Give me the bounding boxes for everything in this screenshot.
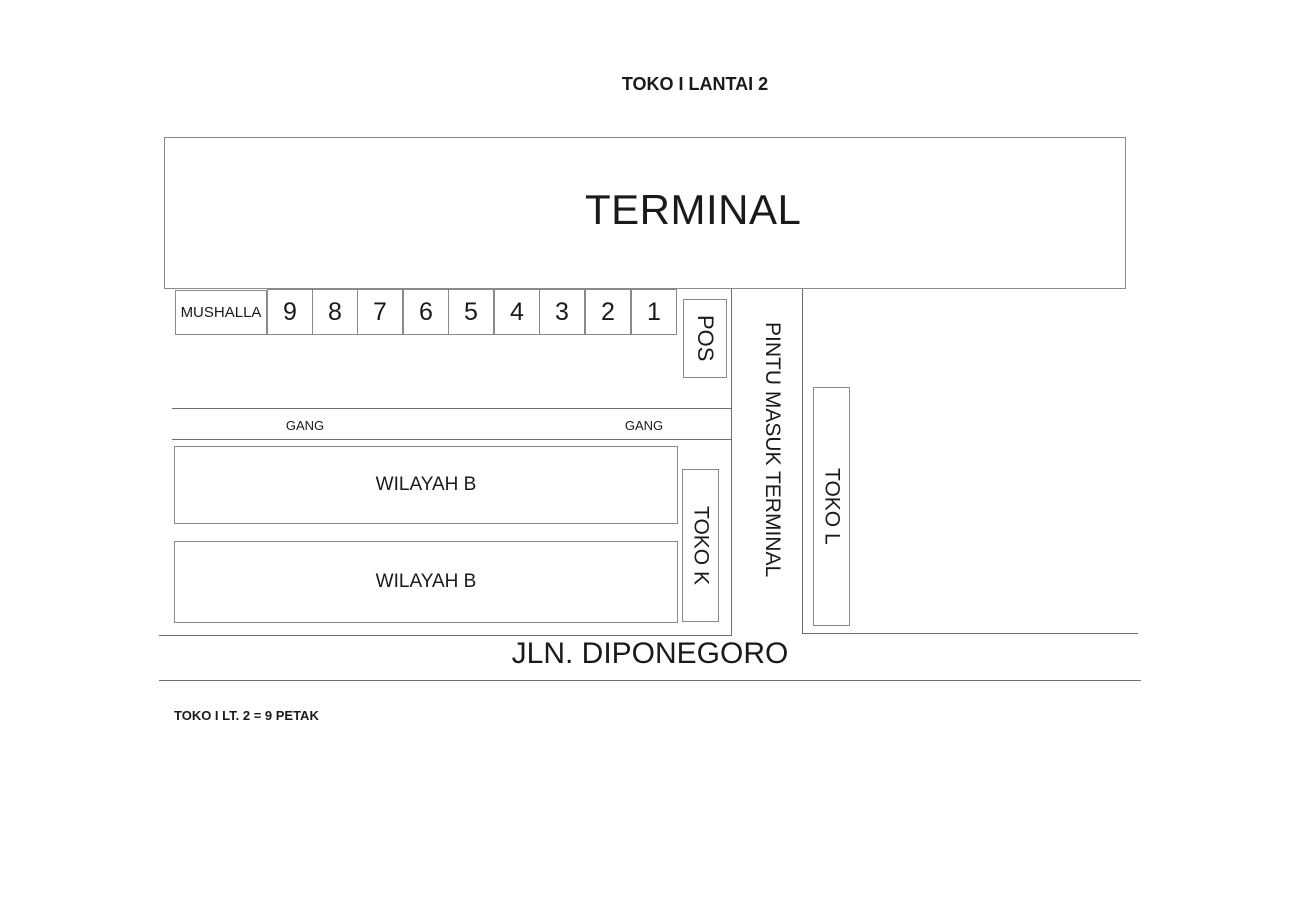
pos-label: POS	[693, 315, 718, 362]
wilayah-b-lower	[174, 541, 678, 623]
petak-label: 6	[419, 297, 433, 326]
entrance-line-right	[802, 289, 803, 634]
wilayah-label: WILAYAH B	[375, 474, 477, 495]
terminal-area	[164, 137, 1126, 289]
petak-8	[312, 289, 358, 335]
gang-label-left: GANG	[285, 418, 325, 433]
petak-label: 3	[555, 297, 569, 326]
map-title: TOKO I LANTAI 2	[621, 74, 769, 94]
pintu-masuk-label: PINTU MASUK TERMINAL	[761, 322, 784, 578]
petak-6	[403, 289, 449, 335]
road-line-top-right	[802, 633, 1138, 634]
mushalla-label: MUSHALLA	[180, 304, 262, 321]
wilayah-label: WILAYAH B	[375, 571, 477, 592]
terminal-label: TERMINAL	[585, 186, 802, 233]
petak-label: 8	[328, 297, 342, 326]
entrance-line-left	[731, 289, 732, 636]
petak-7	[357, 289, 403, 335]
petak-label: 2	[601, 297, 615, 326]
road-label: JLN. DIPONEGORO	[511, 637, 789, 670]
mushalla-room	[175, 290, 267, 335]
petak-2	[585, 289, 631, 335]
petak-9	[267, 289, 313, 335]
gang-line-bottom	[172, 439, 731, 440]
toko-k-label: TOKO K	[689, 506, 713, 585]
petak-label: 4	[510, 297, 524, 326]
petak-4	[494, 289, 540, 335]
petak-label: 9	[283, 297, 297, 326]
pos-booth	[683, 299, 727, 378]
petak-label: 5	[464, 297, 478, 326]
road-line-top-left	[159, 635, 732, 636]
toko-l	[813, 387, 850, 626]
footnote: TOKO I LT. 2 = 9 PETAK	[174, 708, 319, 723]
toko-k	[682, 469, 719, 622]
road-line-bottom	[159, 680, 1141, 681]
toko-l-label: TOKO L	[820, 468, 844, 545]
petak-label: 7	[373, 297, 387, 326]
petak-3	[539, 289, 585, 335]
entrance-road	[752, 290, 792, 610]
wilayah-b-upper	[174, 446, 678, 524]
gang-label-right: GANG	[624, 418, 664, 433]
gang-line-top	[172, 408, 731, 409]
petak-label: 1	[647, 297, 661, 326]
petak-1	[631, 289, 677, 335]
petak-5	[448, 289, 494, 335]
